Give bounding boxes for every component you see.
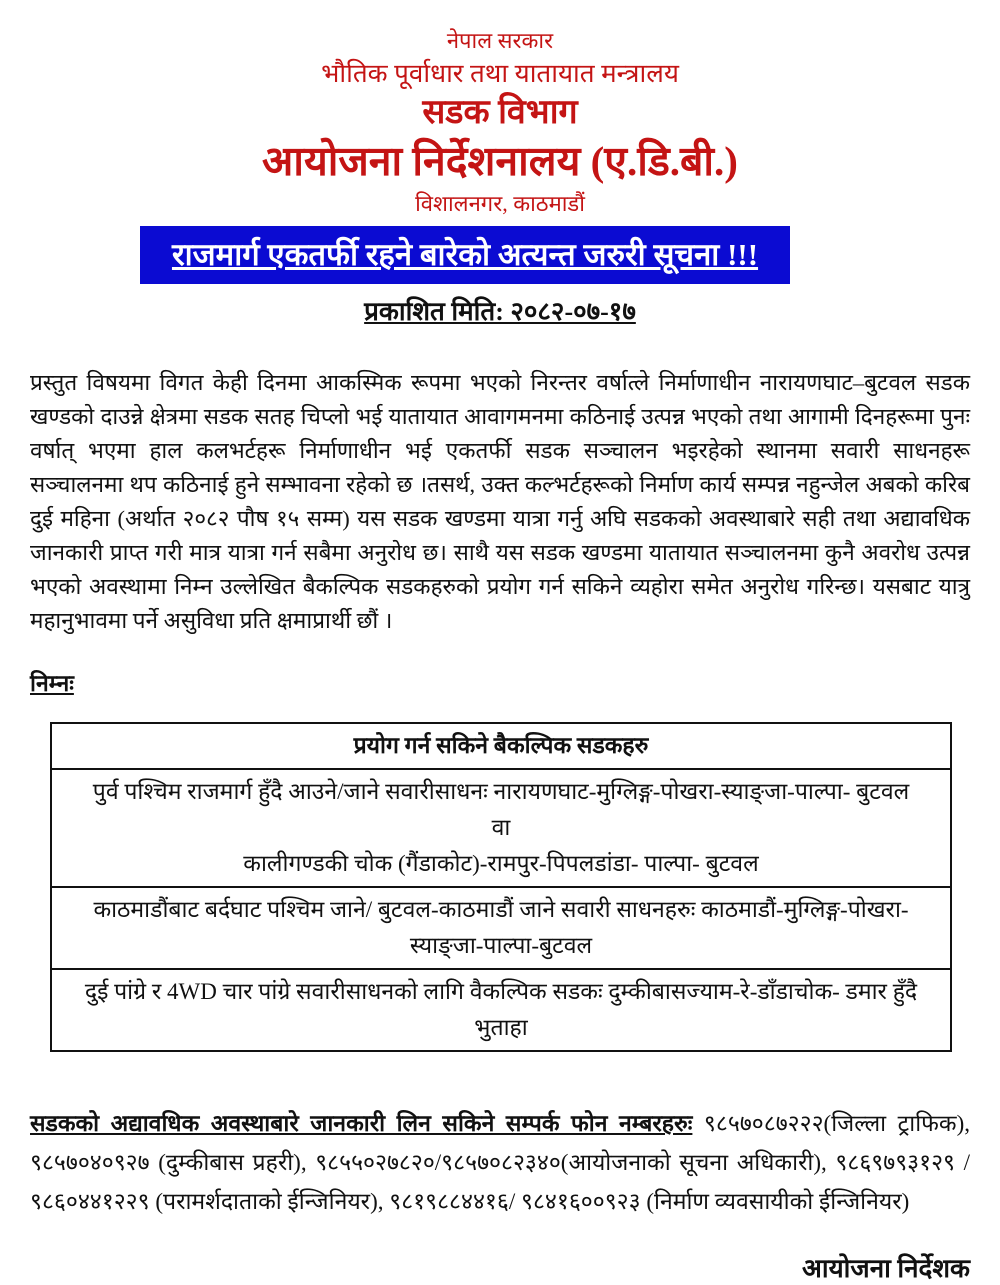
department-title: सडक विभाग: [422, 94, 578, 131]
published-date: प्रकाशित मिति: २०८२-०७-१७: [364, 297, 636, 326]
ministry-title: भौतिक पूर्वाधार तथा यातायात मन्त्रालय: [321, 59, 679, 88]
following-label: निम्नः: [30, 671, 74, 696]
alternative-roads-table: [50, 722, 952, 1052]
table-row-cell: पुर्व पश्चिम राजमार्ग हुँदै आउने/जाने सवारीसाधनः नारायणघाट-मुग्लिङ्ग-पोखरा-स्याङ्जा-पाल्पा- बुटवल वा कालीगण्डकी चोक (गैंडाकोट)-रामपुर-पिपलडांडा- पाल्पा- बुटवल: [51, 769, 951, 887]
contact-phone-numbers: ९८५७०८७२२२(जिल्ला ट्राफिक), ९८५७०४०९२७ (दुम्कीबास प्रहरी), ९८५५०२७८२०/९८५७०८२३४०(आयोजनाको सूचना अधिकारी), ९८६९७९३१२९ / ९८६०४४१२२९ (परामर्शदाताको ईन्जिनियर), ९८१९८८४४१६/ ९८४१६००९२३ (निर्माण व्यवसायीको ईन्जिनियर): [30, 1111, 970, 1214]
contact-lead-text: सडकको अद्यावधिक अवस्थाबारे जानकारी लिन सकिने सम्पर्क फोन नम्बरहरुः: [30, 1111, 693, 1136]
table-row: [51, 769, 951, 887]
table-row-cell: काठमाडौंबाट बर्दघाट पश्चिम जाने/ बुटवल-काठमाडौं जाने सवारी साधनहरुः काठमाडौं-मुग्लिङ्ग-पोखरा- स्याङ्जा-पाल्पा-बुटवल: [51, 887, 951, 969]
government-title: नेपाल सरकार: [446, 28, 554, 53]
table-row: [51, 887, 951, 969]
table-header-row: [51, 723, 951, 769]
notice-banner-title: राजमार्ग एकतर्फी रहने बारेको अत्यन्त जरुरी सूचना !!!: [171, 237, 759, 272]
office-address: विशालनगर, काठमाडौं: [415, 191, 585, 216]
table-row-cell: दुई पांग्रे र 4WD चार पांग्रे सवारीसाधनको लागि वैकल्पिक सडकः दुम्कीबासज्याम-रे-डाँडाचोक- डमार हुँदै भुताहा: [51, 969, 951, 1051]
directorate-title: आयोजना निर्देशनालय (ए.डि.बी.): [262, 138, 738, 184]
notice-body-paragraph: प्रस्तुत विषयमा विगत केही दिनमा आकस्मिक रूपमा भएको निरन्तर वर्षात्ले निर्माणाधीन नारायणघाट–बुटवल सडक खण्डको दाउन्ने क्षेत्रमा सडक सतह चिप्लो भई यातायात आवागमनमा कठिनाई उत्पन्न भएको तथा आगामी दिनहरूमा पुनः वर्षात् भएमा हाल कलभर्टहरू निर्माणाधीन भई एकतर्फी सडक सञ्चालन भइरहेको स्थानमा सवारी साधनहरू सञ्चालनमा थप कठिनाई हुने सम्भावना रहेको छ ।तसर्थ, उक्त कल्भर्टहरूको निर्माण कार्य सम्पन्न नहुन्जेल अबको करिब दुई महिना (अर्थात २०८२ पौष १५ सम्म) यस सडक खण्डमा यात्रा गर्नु अघि सडकको अवस्थाबारे सही तथा अद्यावधिक जानकारी प्राप्त गरी मात्र यात्रा गर्न सबैमा अनुरोध छ। साथै यस सडक खण्डमा यातायात सञ्चालनमा कुनै अवरोध उत्पन्न भएको अवस्थामा निम्न उल्लेखित बैकल्पिक सडकहरुको प्रयोग गर्न सकिने व्यहोरा समेत अनुरोध गरिन्छ। यसबाट यात्रु महानुभावमा पर्ने असुविधा प्रति क्षमाप्रार्थी छौं ।: [30, 370, 970, 633]
signature-title: आयोजना निर्देशक: [802, 1254, 970, 1283]
notice-banner: [140, 226, 790, 284]
contact-info-paragraph: [30, 1104, 970, 1221]
table-row: [51, 969, 951, 1051]
table-header-cell: प्रयोग गर्न सकिने बैकल्पिक सडकहरु: [51, 723, 951, 769]
